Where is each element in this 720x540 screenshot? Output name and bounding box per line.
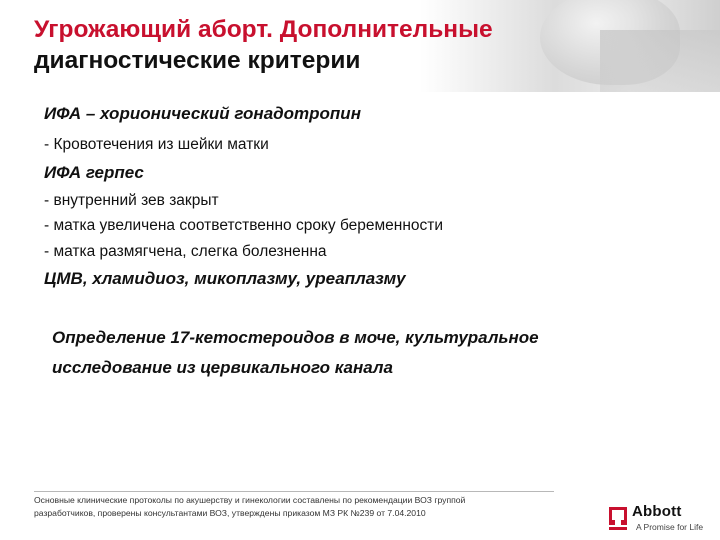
criteria-item: - внутренний зев закрыт bbox=[44, 192, 219, 209]
definition-line-1: Определение 17-кетостероидов в моче, культуральное bbox=[52, 328, 539, 347]
definition-text bbox=[52, 323, 692, 383]
logo-tagline: A Promise for Life bbox=[636, 522, 704, 532]
criteria-item: - матка увеличена соответственно сроку беременности bbox=[44, 217, 444, 234]
logo-name: Abbott bbox=[632, 503, 682, 520]
footnote-line-1: Основные клинические протоколы по акушерству и гинекологии составлены по рекомендации ВОЗ группой bbox=[34, 495, 466, 505]
footnote bbox=[34, 494, 574, 519]
slide-title bbox=[34, 14, 594, 76]
abbott-logo bbox=[606, 503, 716, 535]
header-banner bbox=[0, 0, 720, 92]
definition-line-2: исследование из цервикального канала bbox=[52, 358, 393, 377]
criteria-item: ИФА – хорионический гонадотропин bbox=[44, 104, 361, 123]
criteria-item: - Кровотечения из шейки матки bbox=[44, 136, 269, 153]
abbott-logo-icon bbox=[606, 503, 630, 531]
footnote-line-2: разработчиков, проверены консультантами ВОЗ, утверждены приказом МЗ РК №239 от 7.04.2010 bbox=[34, 507, 426, 518]
criteria-item: ИФА герпес bbox=[44, 163, 144, 182]
footer-divider bbox=[34, 491, 554, 492]
criteria-item: ЦМВ, хламидиоз, микоплазму, уреаплазму bbox=[44, 269, 406, 288]
title-line-1: Угрожающий аборт. Дополнительные bbox=[34, 16, 493, 43]
criteria-item: - матка размягчена, слегка болезненна bbox=[44, 243, 327, 260]
photo-shadow bbox=[600, 30, 720, 92]
title-line-2: диагностические критерии bbox=[34, 47, 361, 74]
